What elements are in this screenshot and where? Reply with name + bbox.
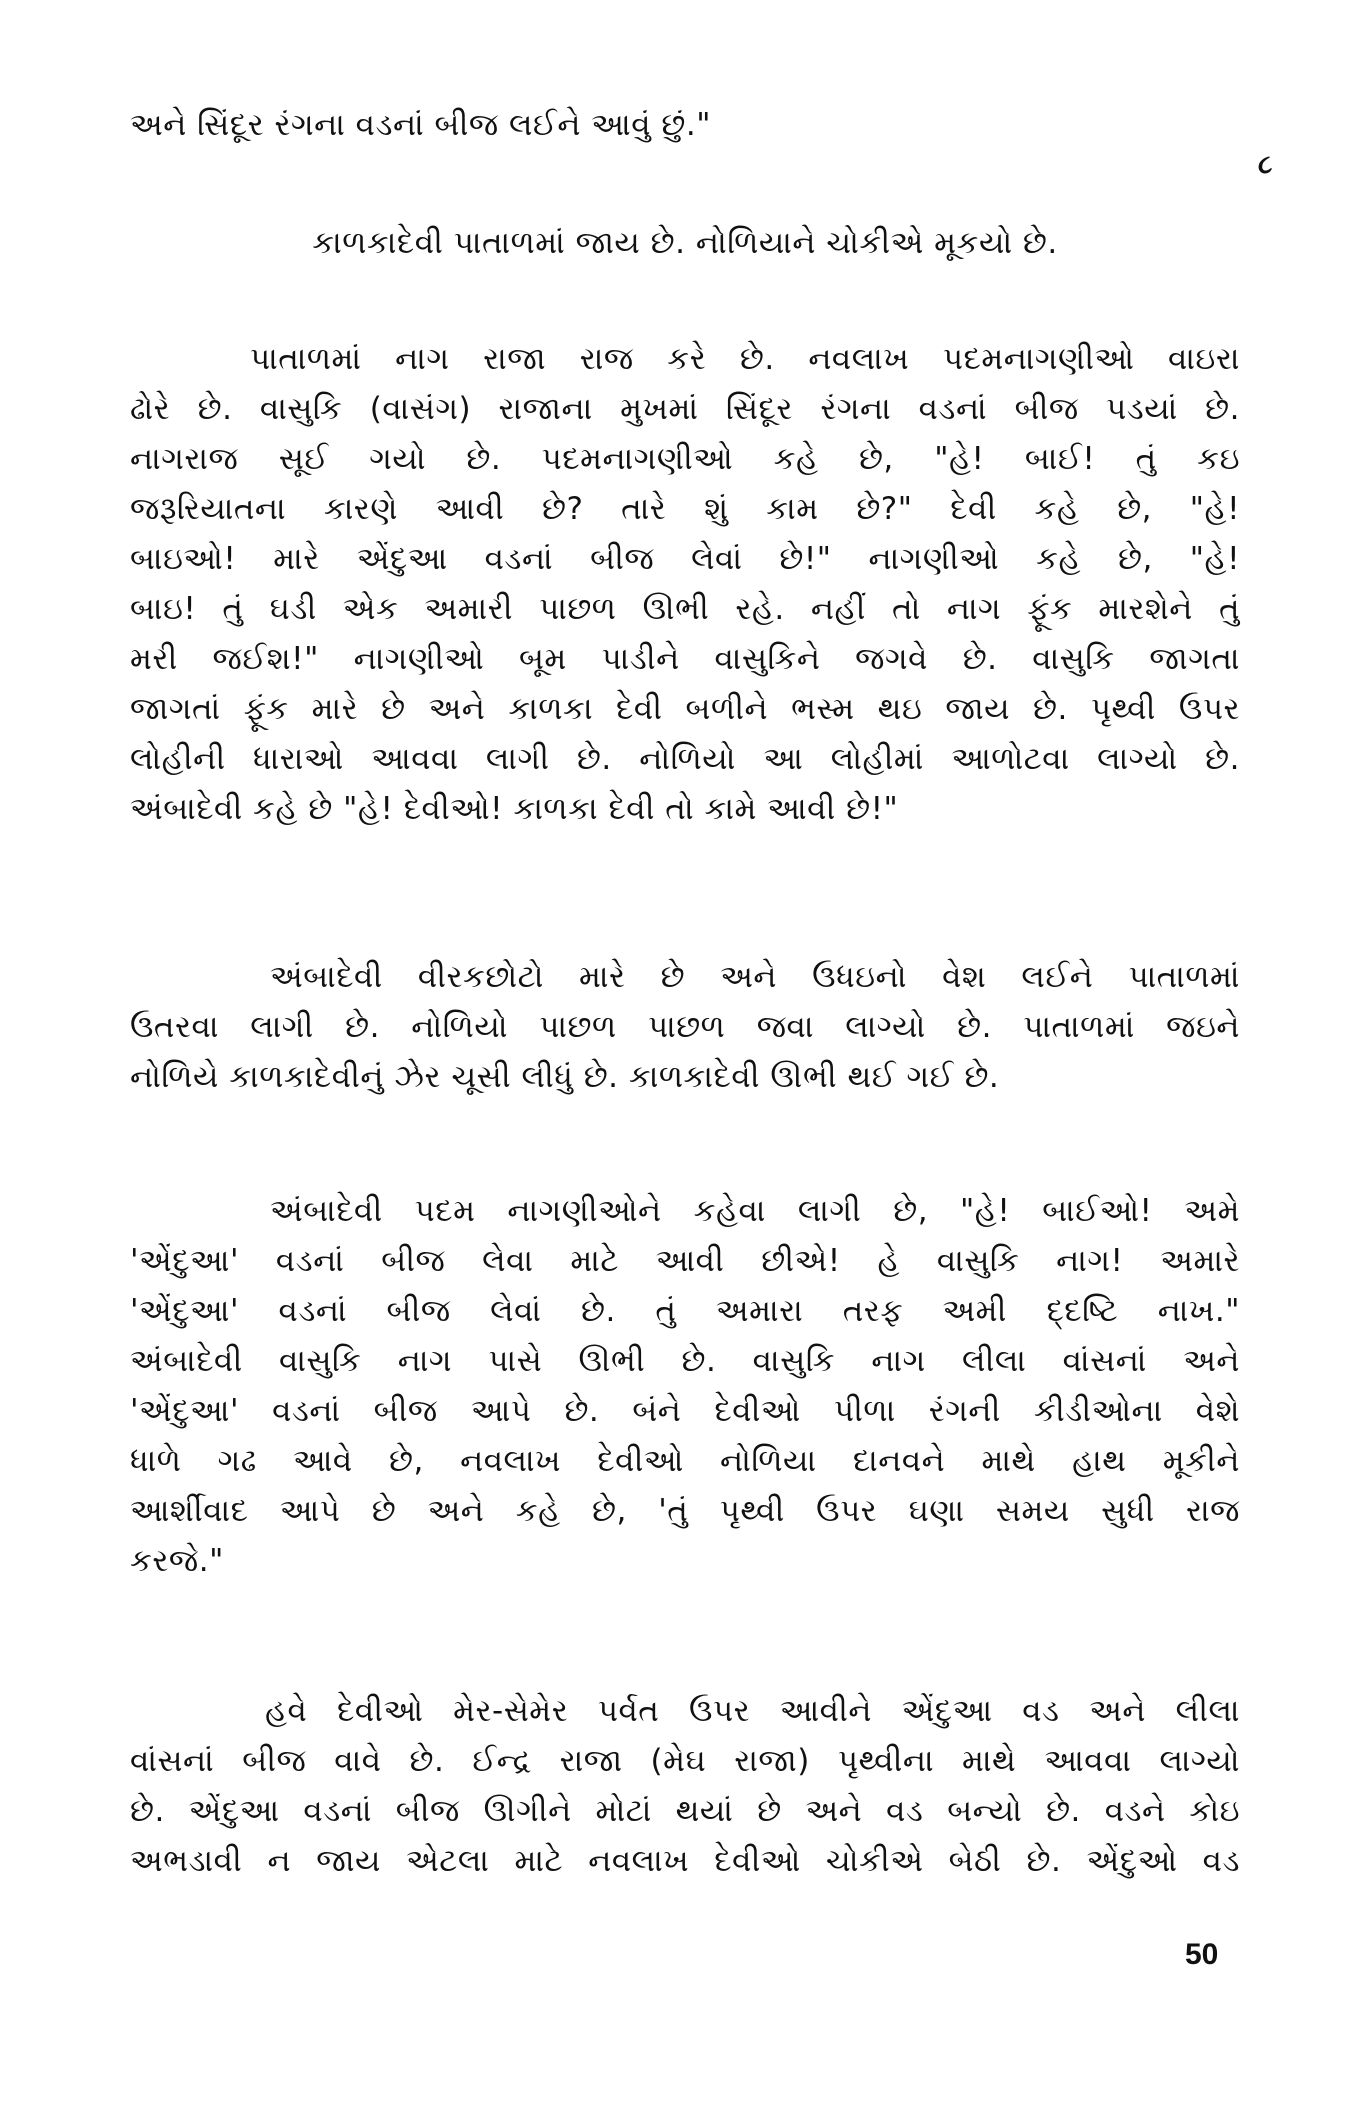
paragraph-line: લોહીની ધારાઓ આવવા લાગી છે. નોળિયો આ લોહીમાં આળોટવા લાગ્યો છે.	[130, 741, 1240, 777]
paragraph-line: 'એંદુઆ' વડનાં બીજ આપે છે. બંને દેવીઓ પીળા રંગની કીડીઓના વેશે	[130, 1393, 1240, 1429]
paragraph-line: 'એંદુઆ' વડનાં બીજ લેવા માટે આવી છીએ! હે વાસુકિ નાગ! અમારે	[130, 1243, 1240, 1279]
paragraph-line: પાતાળમાં નાગ રાજા રાજ કરે છે. નવલાખ પદમનાગણીઓ વાઇરા	[250, 341, 1240, 377]
paragraph-line: ઢોરે છે. વાસુકિ (વાસંગ) રાજાના મુખમાં સિંદૂર રંગના વડનાં બીજ પડયાં છે.	[130, 391, 1240, 427]
paragraph-line: અંબાદેવી પદમ નાગણીઓને કહેવા લાગી છે, "હે! બાઈઓ! અમે	[270, 1193, 1240, 1229]
paragraph-line: વાંસનાં બીજ વાવે છે. ઈન્દ્ર રાજા (મેઘ રાજા) પૃથ્વીના માથે આવવા લાગ્યો	[130, 1743, 1240, 1779]
paragraph-line: બાઇઓ! મારે એંદુઆ વડનાં બીજ લેવાં છે!" નાગણીઓ કહે છે, "હે!	[130, 541, 1240, 577]
paragraph-line: આર્શીવાદ આપે છે અને કહે છે, 'તું પૃથ્વી ઉપર ઘણા સમય સુધી રાજ	[130, 1493, 1240, 1529]
section-heading: કાળકાદેવી પાતાળમાં જાય છે. નોળિયાને ચોકીએ મૂકયો છે.	[312, 225, 1058, 261]
page-number: 50	[1185, 1938, 1219, 1971]
paragraph-line: અંબાદેવી કહે છે "હે! દેવીઓ! કાળકા દેવી તો કામે આવી છે!"	[130, 791, 899, 827]
paragraph-line: અંબાદેવી વીરકછોટો મારે છે અને ઉધઇનો વેશ લઈને પાતાળમાં	[270, 959, 1240, 995]
paragraph-line: જાગતાં ફૂંક મારે છે અને કાળકા દેવી બળીને ભસ્મ થઇ જાય છે. પૃથ્વી ઉપર	[130, 691, 1240, 727]
paragraph-line: હવે દેવીઓ મેર-સેમેર પર્વત ઉપર આવીને એંદુઆ વડ અને લીલા	[265, 1693, 1240, 1729]
paragraph-line: બાઇ! તું ઘડી એક અમારી પાછળ ઊભી રહે. નહીં તો નાગ ફૂંક મારશેને તું	[130, 591, 1240, 627]
paragraph-line: કરજે."	[130, 1543, 224, 1579]
paragraph-line: નાગરાજ સૂઈ ગયો છે. પદમનાગણીઓ કહે છે, "હે! બાઈ! તું કઇ	[130, 441, 1240, 477]
paragraph-line: મરી જઈશ!" નાગણીઓ બૂમ પાડીને વાસુકિને જગવે છે. વાસુકિ જાગતા	[130, 641, 1240, 677]
margin-mark: ૮	[1258, 150, 1273, 180]
paragraph-line: છે. એંદુઆ વડનાં બીજ ઊગીને મોટાં થયાં છે અને વડ બન્યો છે. વડને કોઇ	[130, 1793, 1240, 1829]
paragraph-line: અભડાવી ન જાય એટલા માટે નવલાખ દેવીઓ ચોકીએ બેઠી છે. એંદુઓ વડ	[130, 1843, 1240, 1879]
paragraph-line: ધાળે ગઢ આવે છે, નવલાખ દેવીઓ નોળિયા દાનવને માથે હાથ મૂકીને	[130, 1443, 1240, 1479]
paragraph-line: નોળિયે કાળકાદેવીનું ઝેર ચૂસી લીધું છે. કાળકાદેવી ઊભી થઈ ગઈ છે.	[130, 1059, 1000, 1095]
opening-line: અને સિંદૂર રંગના વડનાં બીજ લઈને આવું છું."	[130, 107, 711, 143]
paragraph-line: જરૂરિયાતના કારણે આવી છે? તારે શું કામ છે?" દેવી કહે છે, "હે!	[130, 491, 1240, 527]
paragraph-line: ઉતરવા લાગી છે. નોળિયો પાછળ પાછળ જવા લાગ્યો છે. પાતાળમાં જઇને	[130, 1009, 1240, 1045]
paragraph-line: અંબાદેવી વાસુકિ નાગ પાસે ઊભી છે. વાસુકિ નાગ લીલા વાંસનાં અને	[130, 1343, 1240, 1379]
paragraph-line: 'એંદુઆ' વડનાં બીજ લેવાં છે. તું અમારા તરફ અમી દ્દષ્ટિ નાખ."	[130, 1293, 1240, 1329]
